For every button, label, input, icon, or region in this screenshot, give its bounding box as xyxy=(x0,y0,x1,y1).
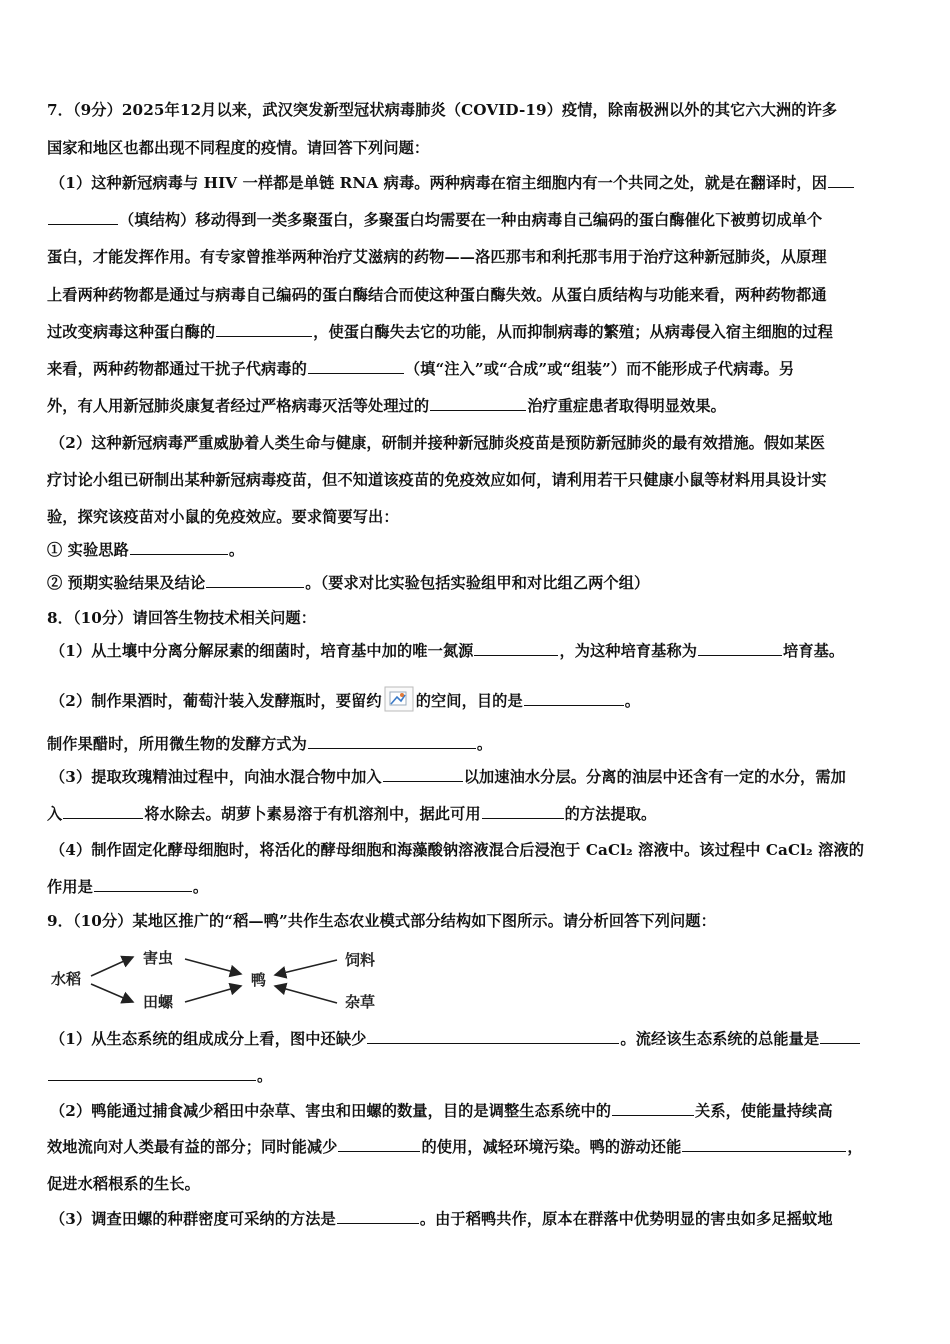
q8-line-6: 入 将水除去。胡萝卜素易溶于有机溶剂中，据此可用 的方法提取。 xyxy=(47,805,657,823)
q7-line-2: 国家和地区也都出现不同程度的疫情。请回答下列问题： xyxy=(47,139,430,157)
answer-blank xyxy=(308,733,476,749)
q9-line-2: （1）从生态系统的组成成分上看，图中还缺少 。流经该生态系统的总能量是 xyxy=(50,1028,910,1050)
answer-blank xyxy=(430,395,526,411)
q8-line-8: 作用是 。 xyxy=(47,878,209,896)
q8-line-2: （1）从土壤中分离分解尿素的细菌时，培育基中加的唯一氮源 ，为这种培育基称为 培育基。 xyxy=(50,642,845,660)
answer-blank xyxy=(828,172,854,188)
answer-blank xyxy=(383,766,463,782)
answer-blank xyxy=(482,803,564,819)
q8-line-3: （2）制作果酒时，葡萄汁装入发酵瓶时，要留约 的空间，目的是 。 xyxy=(50,686,910,712)
answer-blank xyxy=(367,1028,619,1044)
q7-line-12: 验，探究该疫苗对小鼠的免疫效应。要求简要写出： xyxy=(47,508,399,526)
arrow-rice-snail xyxy=(91,984,133,1002)
q8-line-7: （4）制作固定化酵母细胞时，将活化的酵母细胞和海藻酸钠溶液混合后浸泡于 CaCl₂ 溶液中。该过程中 CaCl₂ 溶液的 xyxy=(50,841,865,859)
q7-line-5: 蛋白，才能发挥作用。有专家曾推举两种治疗艾滋病的药物——洛匹那韦和利托那韦用于治疗这种新冠肺炎，从原理 xyxy=(47,248,827,266)
q7-line-4: （填结构）移动得到一类多聚蛋白，多聚蛋白均需要在一种由病毒自己编码的蛋白酶催化下被剪切成单个 xyxy=(47,209,907,231)
q7-line-7: 过改变病毒这种蛋白酶的 ，使蛋白酶失去它的功能，从而抑制病毒的繁殖；从病毒侵入宿主细胞的过程 xyxy=(47,323,833,341)
food-web-diagram xyxy=(45,946,405,1018)
answer-blank xyxy=(308,358,404,374)
answer-blank xyxy=(216,321,312,337)
answer-blank xyxy=(48,209,118,225)
q7-line-13: ① 实验思路 。 xyxy=(47,541,245,559)
q7-line-3: （1）这种新冠病毒与 HIV 一样都是单链 RNA 病毒。两种病毒在宿主细胞内有一个共同之处，就是在翻译时，因 xyxy=(50,172,910,194)
answer-blank xyxy=(612,1100,694,1116)
q7-line-9: 外，有人用新冠肺炎康复者经过严格病毒灭活等处理过的 治疗重症患者取得明显效果。 xyxy=(47,397,726,415)
q9-line-5: 效地流向对人类最有益的部分；同时能减少 的使用，减轻环境污染。鸭的游动还能 ， xyxy=(47,1138,863,1156)
answer-blank xyxy=(474,640,558,656)
q7-line-10: （2）这种新冠病毒严重威胁着人类生命与健康，研制并接种新冠肺炎疫苗是预防新冠肺炎的最有效措施。假如某医 xyxy=(50,434,826,452)
q9-line-4: （2）鸭能通过捕食减少稻田中杂草、害虫和田螺的数量，目的是调整生态系统中的 关系，使能量持续高 xyxy=(50,1102,833,1120)
arrow-weed-duck xyxy=(275,986,337,1003)
node-weed: 杂草 xyxy=(345,993,376,1011)
answer-blank xyxy=(524,690,624,706)
answer-blank xyxy=(682,1136,846,1152)
broken-image-icon xyxy=(384,686,414,712)
answer-blank xyxy=(337,1208,419,1224)
answer-blank xyxy=(206,572,304,588)
arrow-rice-pest xyxy=(91,957,133,976)
q7-line-14: ② 预期实验结果及结论 。（要求对比实验包括实验组甲和对比组乙两个组） xyxy=(47,574,650,592)
q9-line-3: 。 xyxy=(47,1065,907,1087)
answer-blank xyxy=(130,539,228,555)
node-feed: 饲料 xyxy=(345,951,376,969)
arrow-pest-duck xyxy=(185,959,241,974)
q7-line-1: 7．（9分）2025年12月以来，武汉突发新型冠状病毒肺炎（COVID-19）疫情，除南极洲以外的其它六大洲的许多 xyxy=(47,101,838,119)
q8-line-4: 制作果醋时，所用微生物的发酵方式为 。 xyxy=(47,735,493,753)
answer-blank xyxy=(820,1028,860,1044)
node-rice: 水稻 xyxy=(51,970,82,988)
answer-blank xyxy=(698,640,782,656)
answer-blank xyxy=(48,1065,256,1081)
node-snail: 田螺 xyxy=(143,993,174,1011)
q7-line-11: 疗讨论小组已研制出某种新冠病毒疫苗，但不知道该疫苗的免疫效应如何，请利用若干只健康小鼠等材料用具设计实 xyxy=(47,471,827,489)
node-pest: 害虫 xyxy=(143,949,174,967)
q7-line-6: 上看两种药物都是通过与病毒自己编码的蛋白酶结合而使这种蛋白酶失效。从蛋白质结构与功能来看，两种药物都通 xyxy=(47,286,827,304)
answer-blank xyxy=(63,803,143,819)
q8-line-5: （3）提取玫瑰精油过程中，向油水混合物中加入 以加速油水分层。分离的油层中还含有一定的水分，需加 xyxy=(50,768,846,786)
arrow-snail-duck xyxy=(185,986,241,1002)
q9-line-1: 9．（10分）某地区推广的“稻—鸭”共作生态农业模式部分结构如下图所示。请分析回答下列问题： xyxy=(47,912,716,930)
answer-blank xyxy=(94,876,192,892)
q9-line-6: 促进水稻根系的生长。 xyxy=(47,1175,200,1193)
q8-line-1: 8．（10分）请回答生物技术相关问题： xyxy=(47,609,317,627)
arrow-feed-duck xyxy=(275,960,337,975)
q9-line-7: （3）调查田螺的种群密度可采纳的方法是 。由于稻鸭共作，原本在群落中优势明显的害虫如多足摇蚊地 xyxy=(50,1210,833,1228)
node-duck: 鸭 xyxy=(251,971,267,989)
answer-blank xyxy=(338,1136,420,1152)
q7-line-8: 来看，两种药物都通过干扰子代病毒的 （填“注入”或“合成”或“组装”）而不能形成子代病毒。另 xyxy=(47,360,795,378)
